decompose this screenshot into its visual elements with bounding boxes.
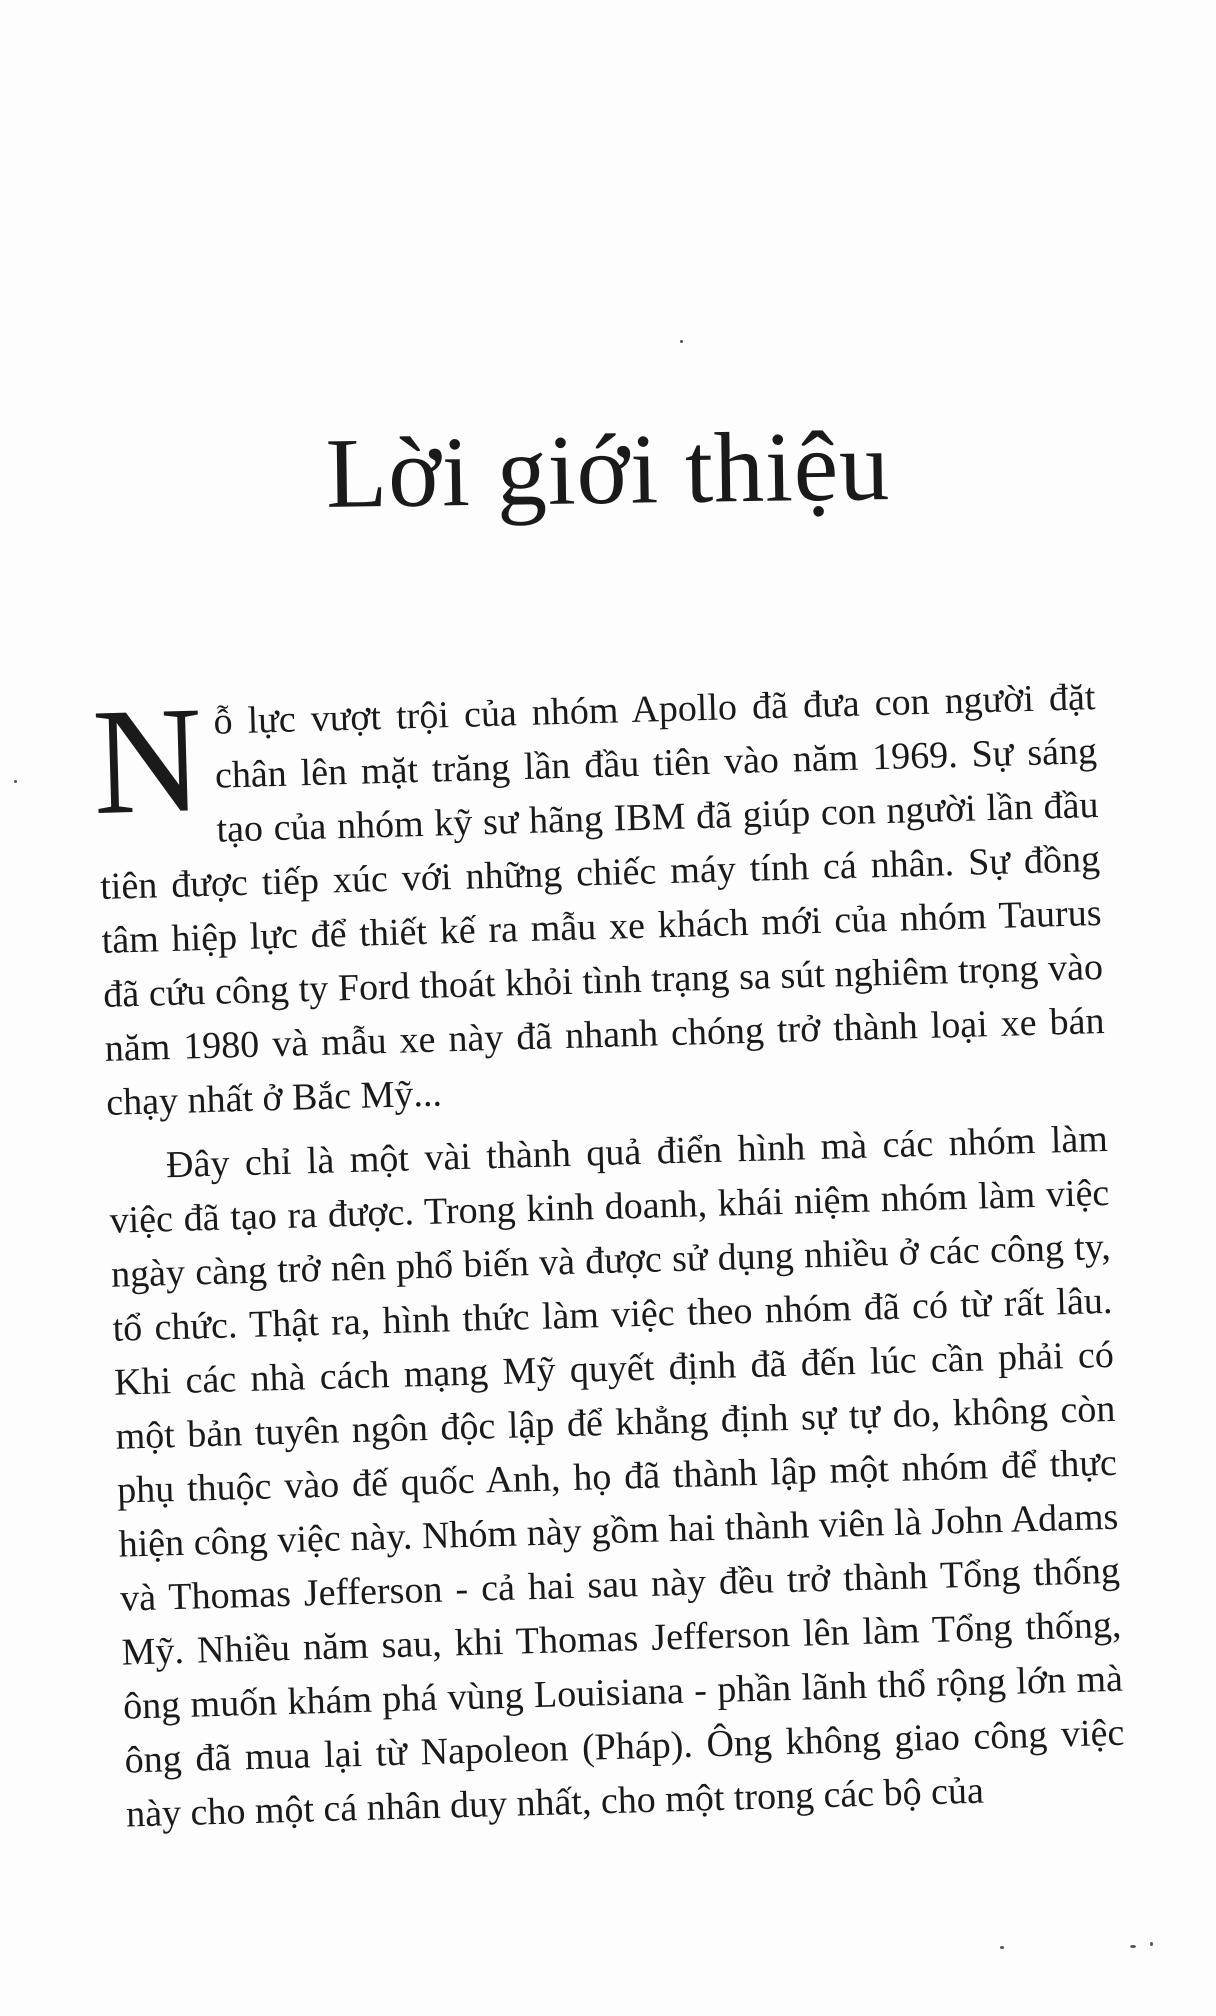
page-title: Lời giới thiệu <box>325 410 891 529</box>
scan-speck <box>14 780 17 783</box>
scan-speck <box>680 340 683 343</box>
intro-paragraph-2: Đây chỉ là một vài thành quả điển hình mà các nhóm làm việc đã tạo ra được. Trong kinh doanh, khái niệm nhóm làm việc ngày càng trở nên phổ biến và được sử dụng nhiều ở các công ty, tổ chức. Thật ra, hình thức làm việc theo nhóm đã có từ rất lâu. Khi các nhà cách mạng Mỹ quyết định đã đến lúc cần phải có một bản tuyên ngôn độc lập để khẳng định sự tự do, không còn phụ thuộc vào đế quốc Anh, họ đã thành lập một nhóm để thực hiện công việc này. Nhóm này gồm hai thành viên là John Adams và Thomas Jefferson - cả hai sau này đều trở thành Tổng thống Mỹ. Nhiều năm sau, khi Thomas Jefferson lên làm Tổng thống, ông muốn khám phá vùng Louisiana - phần lãnh thổ rộng lớn mà ông đã mua lại từ Napoleon (Pháp). Ông không giao công việc này cho một cá nhân duy nhất, cho một trong các bộ của <box>109 1117 1125 1836</box>
drop-cap: N <box>90 675 205 847</box>
intro-paragraph-1-text: ỗ lực vượt trội của nhóm Apollo đã đưa con người đặt chân lên mặt trăng lần đầu tiên vào năm 1969. Sự sáng tạo của nhóm kỹ sư hãng IBM đã giúp con người lần đầu tiên được tiếp xúc với những chiếc máy tính cá nhân. Sự đồng tâm hiệp lực để thiết kế ra mẫu xe khách mới của nhóm Taurus đã cứu công ty Ford thoát khỏi tình trạng sa sút nghiêm trọng vào năm 1980 và mẫu xe này đã nhanh chóng trở thành loại xe bán chạy nhất ở Bắc Mỹ... <box>99 676 1105 1124</box>
scan-speck <box>1150 1942 1153 1946</box>
intro-paragraph-1 <box>90 670 1107 1130</box>
scan-speck <box>1130 1945 1136 1948</box>
intro-body <box>90 670 1127 1851</box>
scan-speck <box>1000 1946 1004 1949</box>
